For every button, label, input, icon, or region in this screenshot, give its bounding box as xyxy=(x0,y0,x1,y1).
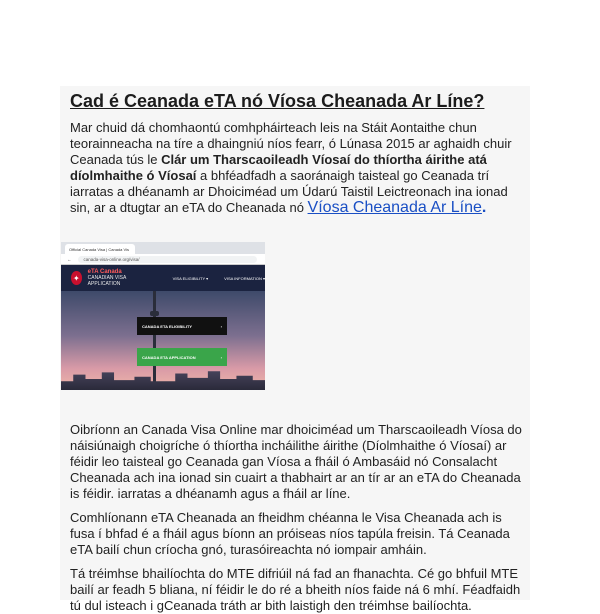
paragraph-eta-function: Comhlíonann eTA Cheanada an fheidhm chéanna le Visa Cheanada ach is fusa í bhfad é a fháil agus bíonn an próiseas níos tapúla freisin. Tá Ceanada eTA bailí chun críocha gnó, turasóireachta nó iompair amháin. xyxy=(70,510,510,557)
intro-text-1: Mar chuid dá chomhaontú comhpháirteach leis na Stáit Aontaithe chun teorainneacha na tíre a dhaingniú níos fearr, ó Lúnasa 2015 ar aghaidh chuir Ceanada tús le xyxy=(70,120,512,167)
document-page xyxy=(60,86,530,613)
nav-visa-information: VISA INFORMATION ▾ xyxy=(224,275,265,281)
paragraph-visa-online: Oibríonn an Canada Visa Online mar dhoiciméad um Tharscaoileadh Víosa do náisiúnaigh choigríche ó thíortha incháilithe áirithe (Díolmhaithe ó Víosaí) ar féidir leo taisteal go Ceanada gan Víosa a fháil ó Ambasáid nó Consalacht Cheanada ach ina ionad sin cuairt a thabhairt ar an tír ar an eTA do Cheanada is féidir. iarratas a dhéanamh agus a fháil ar líne. xyxy=(70,422,522,501)
eligibility-button xyxy=(137,317,227,335)
site-brand xyxy=(88,269,143,287)
intro-bold: Clár um Tharscaoileadh Víosaí do thíortha áirithe atá díolmhaithe ó Víosaí xyxy=(70,152,487,183)
intro-end: . xyxy=(481,199,487,216)
hero-skyline xyxy=(61,291,265,390)
website-screenshot xyxy=(61,242,265,390)
nav-visa-eligibility: VISA ELIGIBILITY ▾ xyxy=(172,275,209,281)
site-header xyxy=(61,265,265,291)
paragraph-validity: Tá tréimhse bhailíochta do MTE difriúil ná fad an fhanachta. Cé go bhfuil MTE bailí ar feadh 5 bliana, ní féidir le do ré a bheith níos faide ná 6 mhí. Féadfaidh tú dul isteach i gCeanada tráth ar bith laistigh den tréimhse bailíochta. xyxy=(70,566,521,613)
intro-text-2: a bhféadfadh a saoránaigh taisteal go Ceanada trí iarratas a dhéanamh ar Dhoiciméad um Údarú Taistil Leictreonach ina ionad sin, ar a dtugtar an eTA do Cheanada nó xyxy=(70,168,508,215)
back-arrow-icon: ← xyxy=(67,256,72,262)
cn-tower-pod xyxy=(150,311,159,316)
address-bar xyxy=(61,254,265,265)
city-skyline xyxy=(61,368,265,390)
chevron-right-icon: › xyxy=(220,323,222,329)
browser-tab: Official Canada Visa | Canada Vis xyxy=(65,244,135,254)
url-text: canada-visa-online.org/visa/ xyxy=(78,256,258,263)
article-title: Cad é Ceanada eTA nó Víosa Cheanada Ar Líne? xyxy=(70,91,485,111)
application-button xyxy=(137,348,227,366)
eligibility-button-label: CANADA ETA ELIGIBILITY xyxy=(142,323,193,329)
visa-online-link[interactable]: Víosa Cheanada Ar Líne xyxy=(307,199,482,216)
brand-name: eTA Canada xyxy=(87,269,122,275)
brand-subtitle: CANADIAN VISA APPLICATION xyxy=(87,275,127,287)
application-button-label: CANADA ETA APPLICATION xyxy=(142,354,196,360)
maple-leaf-icon: ✦ xyxy=(71,271,82,285)
paragraph-intro xyxy=(70,120,525,216)
cn-tower xyxy=(153,291,156,390)
browser-tabbar xyxy=(61,242,265,254)
chevron-right-icon: › xyxy=(220,354,222,360)
